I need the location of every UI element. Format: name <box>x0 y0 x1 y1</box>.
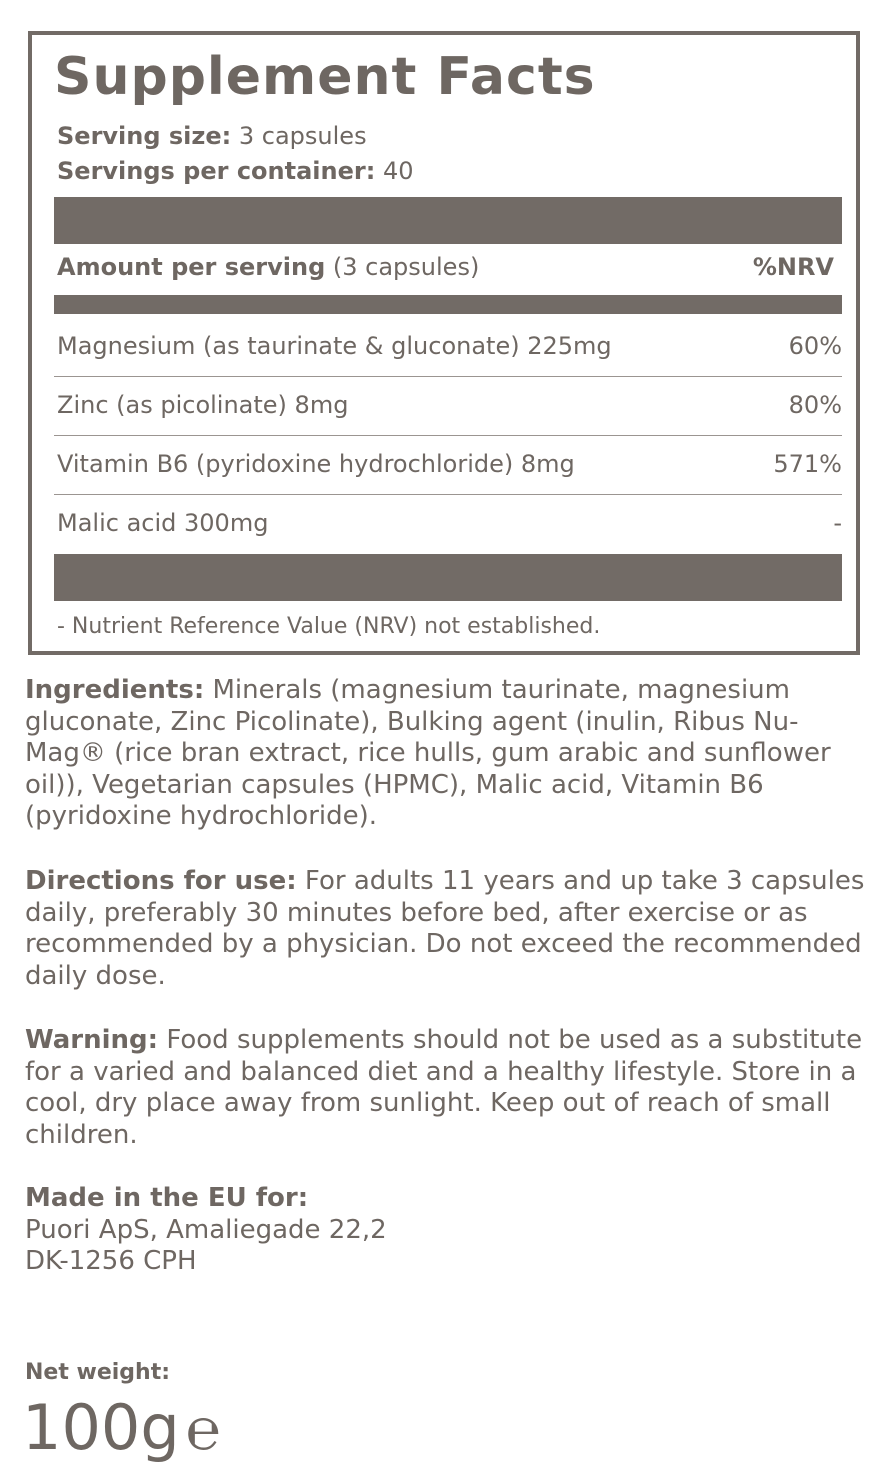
nutrient-row <box>54 318 842 377</box>
directions-text: For adults 11 years and up take 3 capsules daily, preferably 30 minutes before bed, after exercise or as recommended by a physician. Do not exceed the recommended daily dose. <box>25 866 865 991</box>
ingredients-label: Ingredients: <box>25 675 205 705</box>
warning-paragraph <box>25 1025 875 1151</box>
divider-bar-top <box>54 197 842 244</box>
nutrient-name: Zinc (as picolinate) 8mg <box>57 391 349 419</box>
divider-bar-bottom <box>54 554 842 601</box>
supplement-facts-panel <box>28 31 860 655</box>
amount-per-serving-header <box>57 255 479 279</box>
made-in-block <box>25 1183 875 1278</box>
address-line-1: Puori ApS, Amaliegade 22,2 <box>25 1214 387 1245</box>
warning-text: Food supplements should not be used as a substitute for a varied and balanced diet and a healthy lifestyle. Store in a cool, dry place away from sunlight. Keep out of reach of small children. <box>25 1025 863 1150</box>
serving-size-label: Serving size: <box>57 122 232 150</box>
made-in-label: Made in the EU for: <box>25 1183 309 1213</box>
nutrient-row <box>54 377 842 436</box>
servings-value: 40 <box>375 157 414 185</box>
nrv-footnote: - Nutrient Reference Value (NRV) not established. <box>57 614 601 639</box>
nutrient-row <box>54 436 842 495</box>
nutrient-name: Magnesium (as taurinate & gluconate) 225mg <box>57 332 612 360</box>
directions-paragraph <box>25 866 875 992</box>
serving-size-value: 3 capsules <box>231 122 367 150</box>
nutrient-nrv: - <box>833 509 842 537</box>
nutrient-nrv: 571% <box>773 450 842 478</box>
divider-bar-middle <box>54 295 842 314</box>
servings-label: Servings per container: <box>57 157 376 185</box>
ingredients-paragraph <box>25 675 875 833</box>
address-line-2: DK-1256 CPH <box>25 1246 197 1276</box>
ingredients-text: Minerals (magnesium taurinate, magnesium gluconate, Zinc Picolinate), Bulking agent (inulin, Ribus Nu-Mag® (rice bran extract, rice hulls, gum arabic and sunflower oil)), Vegetarian capsules (HPMC), Malic acid, Vitamin B6 (pyridoxine hydrochloride). <box>25 675 831 831</box>
nutrient-name: Malic acid 300mg <box>57 509 269 537</box>
nutrient-name: Vitamin B6 (pyridoxine hydrochloride) 8mg <box>57 450 575 478</box>
serving-size <box>57 124 367 148</box>
directions-label: Directions for use: <box>25 866 297 896</box>
nutrient-nrv: 80% <box>788 391 842 419</box>
nrv-header: %NRV <box>752 253 834 281</box>
net-weight-value: 100g <box>22 1391 180 1464</box>
nutrient-nrv: 60% <box>788 332 842 360</box>
amount-label: Amount per serving <box>57 253 326 281</box>
facts-title: Supplement Facts <box>54 47 596 107</box>
warning-label: Warning: <box>25 1025 159 1055</box>
nutrient-row <box>54 495 842 554</box>
net-weight-label: Net weight: <box>25 1360 171 1385</box>
net-weight <box>22 1391 221 1464</box>
estimated-sign-icon: ℮ <box>185 1395 221 1463</box>
servings-per-container <box>57 159 414 183</box>
amount-note: (3 capsules) <box>325 253 480 281</box>
